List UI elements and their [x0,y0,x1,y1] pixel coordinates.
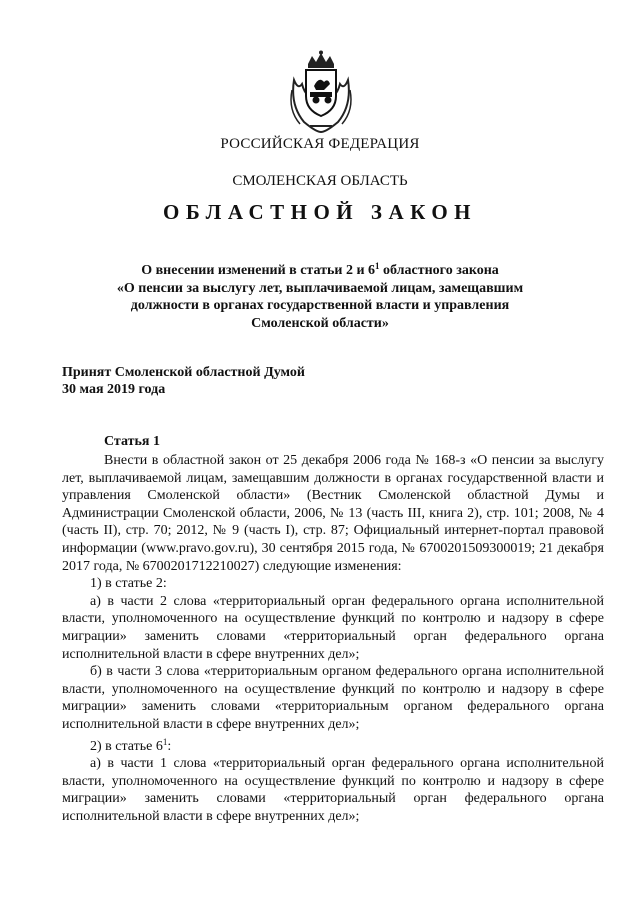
article-title: Статья 1 [104,434,160,449]
item-1a: а) в части 2 слова «территориальный орган федерального органа исполнительной власти, уполномоченного на осуществление функций по контролю и надзору в сфере миграции» заменить словами «территориальный орган федерального органа исполнительной власти в сфере внутренних дел»; [62,593,604,662]
item-1: 1) в статье 2: [90,576,167,592]
law-name [60,258,580,332]
adopted-by: Принят Смоленской областной Думой [62,365,305,380]
item-2a: а) в части 1 слова «территориальный орган федерального органа исполнительной власти, уполномоченного на осуществление функций по контролю и надзору в сфере миграции» заменить словами «территориальный орган федерального органа исполнительной власти в сфере внутренних дел»; [62,756,604,824]
federation-heading: РОССИЙСКАЯ ФЕДЕРАЦИЯ [220,136,420,152]
article-body [62,452,604,825]
region-heading: СМОЛЕНСКАЯ ОБЛАСТЬ [232,173,408,189]
law-name-line-2: «О пенсии за выслугу лет, выплачиваемой лицам, замещавшим [116,280,524,296]
adoption-date: 30 мая 2019 года [62,382,166,397]
article-intro: Внести в областной закон от 25 декабря 2006 года № 168-з «О пенсии за выслугу лет, выплачиваемой лицам, замещавшим должности в органах государственной власти и управления Смоленской области» (Вестник Смоленской областной Думы и Администрации Смоленской области, 2006, № 13 (часть III, книга 2), стр. 101; 2008, № 4 (часть II), стр. 70; 2012, № 9 (часть I), стр. 87; Официальный интернет-портал правовой информации (www.pravo.gov.ru), 30 сентября 2015 года, № 6700201509300019; 21 декабря 2017 года, № 6700201712210027) следующие изменения: [62,453,604,574]
adoption-block [62,364,305,398]
law-name-line-4: Смоленской области» [251,315,389,331]
item-2: 2) в статье $6^1$: [90,736,172,754]
law-name-line-1: О внесении изменений в статьи 2 и $6^1$ областного закона [141,261,499,278]
item-1b: б) в части 3 слова «территориальным органом федерального органа исполнительной власти, уполномоченного на осуществление функций по контролю и надзору в сфере миграции» заменить словами «территориальным органом федерального органа исполнительной власти в сфере внутренних дел»; [62,664,604,732]
law-name-line-3: должности в органах государственной власти и управления [130,298,510,313]
coat-of-arms-icon [286,50,356,134]
document-type-title: ОБЛАСТНОЙ ЗАКОН [162,200,477,224]
